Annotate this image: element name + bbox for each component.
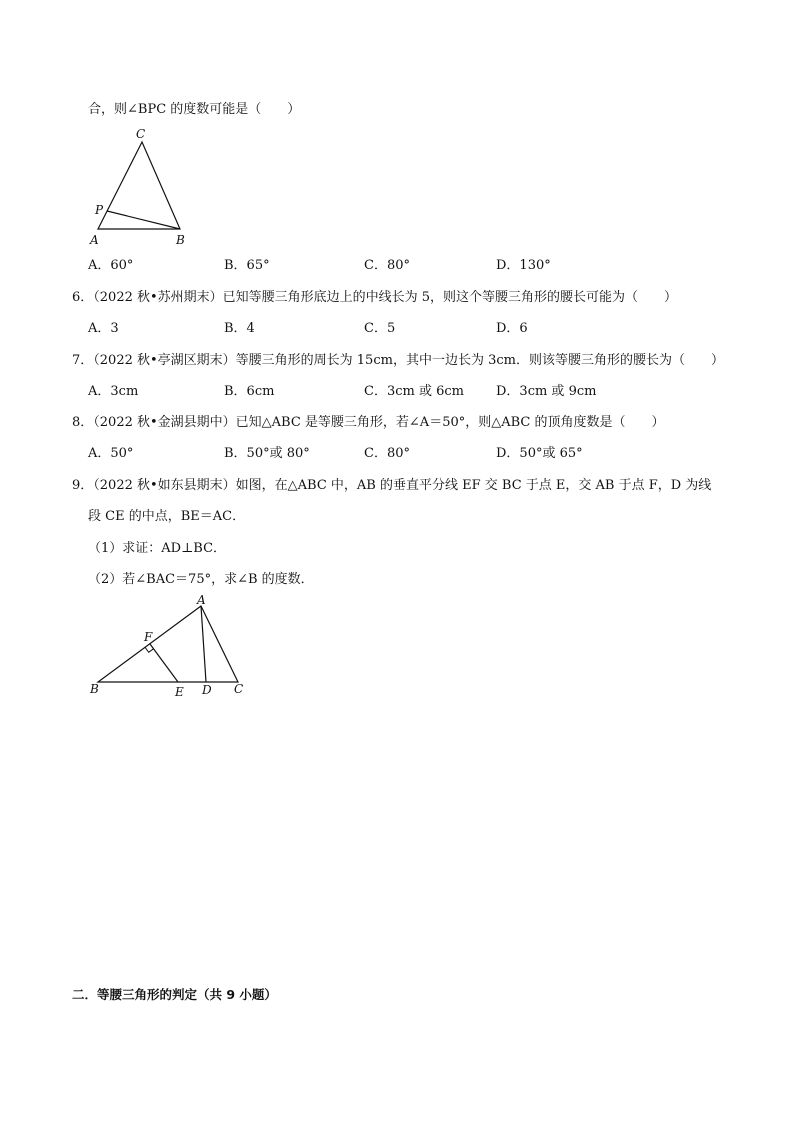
label-f: F	[144, 630, 153, 644]
label-c: C	[234, 682, 244, 696]
label-a: A	[197, 593, 206, 607]
q6-option-b[interactable]: B．4	[224, 321, 255, 336]
q8-option-a[interactable]: A．50°	[88, 446, 134, 461]
section-2-title: 二．等腰三角形的判定（共 9 小题）	[72, 987, 277, 1002]
q7-option-b[interactable]: B．6cm	[224, 384, 275, 399]
q6-stem: 6．（2022 秋•苏州期末）已知等腰三角形底边上的中线长为 5，则这个等腰三角形的腰长可能为（ ）	[72, 290, 678, 305]
q8-option-c[interactable]: C．80°	[364, 446, 410, 461]
q9-triangle-figure	[86, 592, 256, 704]
q9-part2: （2）若∠BAC＝75°，求∠B 的度数．	[88, 572, 314, 587]
q9-stem-line1: 9．（2022 秋•如东县期末）如图，在△ABC 中，AB 的垂直平分线 EF 交 BC 于点 E，交 AB 于点 F，D 为线	[72, 478, 712, 493]
label-b: B	[176, 233, 185, 247]
q8-option-d[interactable]: D．50°或 65°	[496, 446, 583, 461]
q7-option-d[interactable]: D．3cm 或 9cm	[496, 384, 597, 399]
q5-option-b[interactable]: B．65°	[224, 258, 270, 273]
q6-option-a[interactable]: A．3	[88, 321, 119, 336]
q5-triangle-figure	[86, 128, 196, 250]
q5-option-c[interactable]: C．80°	[364, 258, 410, 273]
label-e: E	[175, 685, 184, 699]
q8-stem: 8．（2022 秋•金湖县期中）已知△ABC 是等腰三角形，若∠A＝50°，则△ABC 的顶角度数是（ ）	[72, 415, 665, 430]
label-a: A	[90, 233, 99, 247]
q9-stem-line2: 段 CE 的中点，BE＝AC．	[88, 509, 246, 524]
q6-option-d[interactable]: D．6	[496, 321, 528, 336]
q6-option-c[interactable]: C．5	[364, 321, 396, 336]
q8-option-b[interactable]: B．50°或 80°	[224, 446, 310, 461]
label-d: D	[202, 683, 212, 697]
q5-option-d[interactable]: D．130°	[496, 258, 551, 273]
q7-stem: 7．（2022 秋•亭湖区期末）等腰三角形的周长为 15cm，其中一边长为 3cm．则该等腰三角形的腰长为（ ）	[72, 353, 724, 368]
q7-option-c[interactable]: C．3cm 或 6cm	[364, 384, 464, 399]
q9-part1: （1）求证：AD⊥BC．	[88, 541, 227, 556]
q5-option-a[interactable]: A．60°	[88, 258, 134, 273]
label-b: B	[90, 682, 99, 696]
q5-stem-tail: 合，则∠BPC 的度数可能是（ ）	[88, 102, 301, 117]
label-c: C	[136, 128, 146, 141]
q7-option-a[interactable]: A．3cm	[88, 384, 139, 399]
label-p: P	[95, 203, 104, 217]
